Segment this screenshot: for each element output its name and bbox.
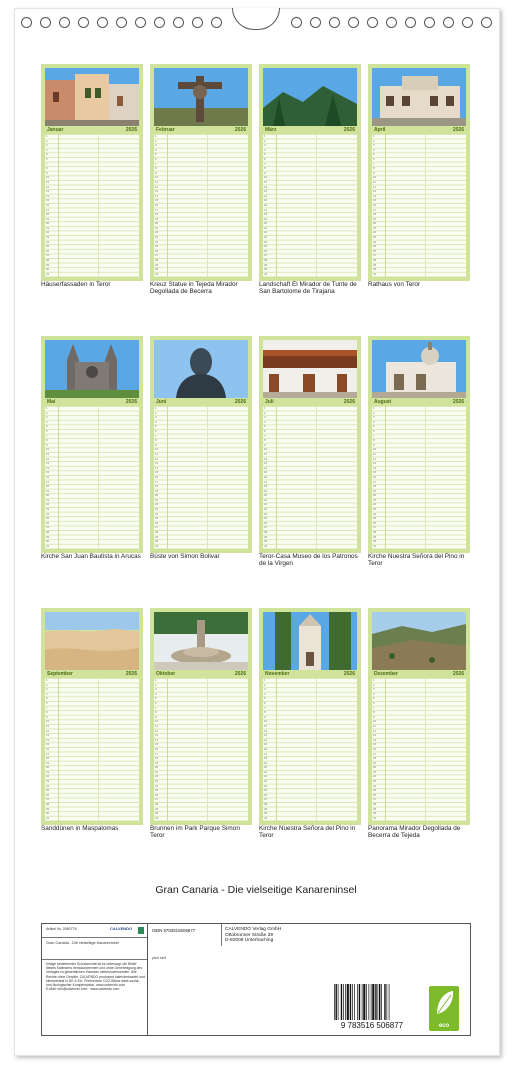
binding-hole (291, 17, 302, 28)
month-name: Juni (156, 398, 167, 405)
tower-photo (263, 612, 357, 670)
day-grid (45, 678, 139, 821)
publisher-line: D-82008 Unterhaching (225, 938, 274, 944)
month-oktober (150, 608, 252, 825)
photo-caption: Landschaft El Mirador de Tunte de San Bartolome de Tirajana (259, 281, 357, 296)
month-header (263, 398, 357, 405)
binding-hole (173, 17, 184, 28)
day-numbers: 1 2 3 4 5 6 7 8 9 10 11 12 13 14 15 16 17 18 19 20 21 22 23 24 25 26 27 28 29 30 31 (46, 134, 50, 276)
month-august (368, 336, 470, 553)
month-year: 2026 (125, 670, 137, 677)
month-year: 2026 (125, 398, 137, 405)
month-september (41, 608, 143, 825)
day-numbers: 1 2 3 4 5 6 7 8 9 10 11 12 13 14 15 16 17 18 19 20 21 22 23 24 25 26 27 28 29 30 31 (155, 406, 159, 548)
binding-hole (116, 17, 127, 28)
binding-hole (135, 17, 146, 28)
fountain-photo (154, 612, 248, 670)
month-year: 2026 (125, 126, 137, 133)
photo-caption: Rathaus von Teror (368, 281, 421, 288)
day-numbers: 1 2 3 4 5 6 7 8 9 10 11 12 13 14 15 16 17 18 19 20 21 22 23 24 25 26 27 28 29 30 31 (155, 678, 159, 820)
month-header (372, 398, 466, 405)
photo-caption: Panorama Mirador Degollada de Becerra de Tejeda (368, 825, 461, 840)
binding-hole (192, 17, 203, 28)
month-name: März (265, 126, 277, 133)
publisher-line: CALVENDO Verlag GmbH (225, 927, 282, 932)
day-numbers: 1 2 3 4 5 6 7 8 9 10 11 12 13 14 15 16 17 18 19 20 21 22 23 24 25 26 27 28 29 30 31 (264, 406, 268, 548)
month-juni (150, 336, 252, 553)
photo-caption: Teror-Casa Museo de los Patronos de la Virgen (259, 553, 358, 568)
month-photo (154, 68, 248, 126)
day-grid (372, 406, 466, 549)
binding-hole (329, 17, 340, 28)
cross-photo (154, 68, 248, 126)
publisher-line: Ottobrunner Straße 39 (225, 932, 273, 938)
binding-hole (59, 17, 70, 28)
photo-caption: Brunnen im Park Parque Simon Teror (150, 825, 240, 840)
day-numbers: 1 2 3 4 5 6 7 8 9 10 11 12 13 14 15 16 17 18 19 20 21 22 23 24 25 26 27 28 29 30 31 (264, 678, 268, 820)
month-photo (372, 612, 466, 670)
eco-badge (429, 986, 459, 1031)
month-photo (263, 612, 357, 670)
isbn: ISBN 9783516506877 (152, 928, 196, 933)
month-märz (259, 64, 361, 281)
binding-hole (40, 17, 51, 28)
photo-caption: Kirche San Juan Bautista in Arucas (41, 553, 141, 560)
month-name: April (374, 126, 386, 133)
month-name: Februar (156, 126, 175, 133)
month-header (372, 670, 466, 677)
leaf-icon (429, 986, 459, 1020)
month-name: Dezember (374, 670, 398, 677)
month-year: 2026 (234, 398, 246, 405)
binding-hole (97, 17, 108, 28)
month-photo (45, 340, 139, 398)
month-year: 2026 (343, 126, 355, 133)
article-number: Artikel Nr. 2080776 (46, 927, 77, 931)
valley-photo (372, 612, 466, 670)
month-year: 2026 (343, 398, 355, 405)
plus-note: plus seit (152, 956, 166, 960)
eco-label: eco (438, 1023, 450, 1029)
day-grid (263, 134, 357, 277)
day-grid (263, 678, 357, 821)
day-numbers: 1 2 3 4 5 6 7 8 9 10 11 12 13 14 15 16 17 18 19 20 21 22 23 24 25 26 27 28 29 30 31 (373, 406, 377, 548)
divider (42, 959, 147, 960)
month-year: 2026 (452, 126, 464, 133)
photo-caption: Kirche Nuestra Señora del Pino in Teror (259, 825, 356, 840)
day-numbers: 1 2 3 4 5 6 7 8 9 10 11 12 13 14 15 16 17 18 19 20 21 22 23 24 25 26 27 28 29 30 31 (264, 134, 268, 276)
month-year: 2026 (234, 670, 246, 677)
month-year: 2026 (234, 126, 246, 133)
photo-caption: Kirche Nuestra Señora del Pino in Teror (368, 553, 465, 568)
month-photo (154, 612, 248, 670)
photo-caption: Büste von Simon Bolivar (150, 553, 220, 560)
contact-text: E-Mail: info@calvendo.com · www.calvendo.com (46, 987, 120, 992)
day-numbers: 1 2 3 4 5 6 7 8 9 10 11 12 13 14 15 16 17 18 19 20 21 22 23 24 25 26 27 28 29 30 31 (46, 678, 50, 820)
month-januar (41, 64, 143, 281)
month-photo (263, 340, 357, 398)
month-dezember (368, 608, 470, 825)
imprint-box (41, 923, 471, 1036)
month-photo (263, 68, 357, 126)
bust-photo (154, 340, 248, 398)
month-photo (372, 68, 466, 126)
day-grid (154, 678, 248, 821)
month-april (368, 64, 470, 281)
month-header (154, 398, 248, 405)
photo-caption: Häuserfassaden in Teror (41, 281, 111, 288)
binding-hole (211, 17, 222, 28)
month-header (45, 670, 139, 677)
month-year: 2026 (452, 398, 464, 405)
calvendo-logo-mark (138, 927, 144, 934)
month-juli (259, 336, 361, 553)
month-header (263, 670, 357, 677)
day-grid (154, 134, 248, 277)
day-numbers: 1 2 3 4 5 6 7 8 9 10 11 12 13 14 15 16 17 18 19 20 21 22 23 24 25 26 27 28 29 30 31 (373, 678, 377, 820)
calvendo-logo: CALVENDO (110, 926, 133, 931)
binding-hole (443, 17, 454, 28)
church-photo (372, 340, 466, 398)
binding-hole (386, 17, 397, 28)
imprint-left-column (42, 924, 148, 1035)
month-header (45, 398, 139, 405)
calendar-title: Gran Canaria - Die vielseitige Kanareninsel (155, 884, 357, 896)
month-photo (372, 340, 466, 398)
binding-hole (310, 17, 321, 28)
month-photo (45, 612, 139, 670)
month-header (154, 670, 248, 677)
month-name: November (265, 670, 290, 677)
binding-hole (21, 17, 32, 28)
binding-hole (424, 17, 435, 28)
month-name: Mai (47, 398, 56, 405)
binding-hole (154, 17, 165, 28)
month-header (154, 126, 248, 133)
month-header (372, 126, 466, 133)
day-numbers: 1 2 3 4 5 6 7 8 9 10 11 12 13 14 15 16 17 18 19 20 21 22 23 24 25 26 27 28 29 30 31 (46, 406, 50, 548)
month-header (45, 126, 139, 133)
day-grid (372, 678, 466, 821)
binding-hole (481, 17, 492, 28)
day-numbers: 1 2 3 4 5 6 7 8 9 10 11 12 13 14 15 16 17 18 19 20 21 22 23 24 25 26 27 28 29 30 31 (373, 134, 377, 276)
dunes-photo (45, 612, 139, 670)
balcony-photo (263, 340, 357, 398)
divider (221, 924, 222, 946)
cathedral-photo (45, 340, 139, 398)
month-photo (154, 340, 248, 398)
publisher-address (225, 927, 281, 944)
houses-photo (45, 68, 139, 126)
day-grid (372, 134, 466, 277)
mountain-photo (263, 68, 357, 126)
photo-caption: Kreuz Statue in Tejeda Mirador Degollada de Becerra (150, 281, 238, 296)
month-year: 2026 (343, 670, 355, 677)
binding-hole (462, 17, 473, 28)
binding-hole (78, 17, 89, 28)
divider (42, 937, 147, 938)
month-name: Juli (265, 398, 274, 405)
legal-notice (46, 962, 146, 991)
month-name: Januar (47, 126, 64, 133)
binding-hole (405, 17, 416, 28)
month-year: 2026 (452, 670, 464, 677)
day-grid (154, 406, 248, 549)
binding-hole (367, 17, 378, 28)
month-name: September (47, 670, 73, 677)
barcode-digits: 9 783516 506877 (340, 1021, 404, 1030)
day-grid (45, 406, 139, 549)
imprint-title: Gran Canaria - Die vielseitige Kanareninsel (46, 941, 119, 945)
day-grid (263, 406, 357, 549)
month-mai (41, 336, 143, 553)
day-numbers: 1 2 3 4 5 6 7 8 9 10 11 12 13 14 15 16 17 18 19 20 21 22 23 24 25 26 27 28 29 30 31 (155, 134, 159, 276)
month-november (259, 608, 361, 825)
month-header (263, 126, 357, 133)
day-grid (45, 134, 139, 277)
month-name: August (374, 398, 392, 405)
townhall-photo (372, 68, 466, 126)
month-februar (150, 64, 252, 281)
legal-text: Infolge bestehender Schutzrechte ist es untersagt, die Bilder dieses Kalenders herauszutrennen und ohne Genehmigung des Verlages zu gewerblichen Zwecken weiterzuverwenden. Alle Rechte ohne Gewähr. CALVENDO produziert kalenderbasiert und klimaneutral in DE & EU. Printversion CO2-Bilanz dank sozial- und ökologischer Kompensation. www.calvendo.com (46, 962, 145, 988)
binding-hole (348, 17, 359, 28)
month-photo (45, 68, 139, 126)
photo-caption: Sanddünen in Maspalomas (41, 825, 119, 832)
month-name: Oktober (156, 670, 176, 677)
barcode (330, 982, 414, 1030)
